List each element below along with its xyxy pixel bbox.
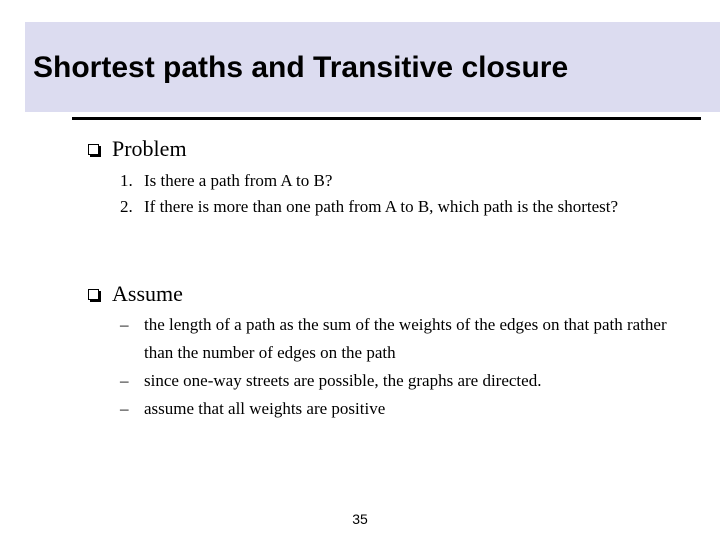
list-text: the length of a path as the sum of the weights of the edges on that path rather than the number of edges on the path: [144, 315, 667, 362]
problem-list: [120, 168, 644, 220]
problem-bullet: [88, 136, 187, 162]
list-number: 1.: [120, 171, 133, 190]
dash-marker: –: [120, 399, 129, 418]
dash-marker: –: [120, 371, 129, 390]
dash-marker: –: [120, 315, 129, 334]
list-text: since one-way streets are possible, the graphs are directed.: [144, 371, 542, 390]
square-bullet-icon: [88, 144, 99, 155]
list-item: [120, 194, 644, 220]
list-item: [120, 168, 644, 194]
page-number: 35: [352, 511, 368, 527]
list-item: [120, 311, 684, 367]
problem-heading: Problem: [112, 136, 187, 161]
list-text: If there is more than one path from A to B, which path is the shortest?: [144, 197, 619, 216]
list-text: Is there a path from A to B?: [144, 171, 333, 190]
square-bullet-icon: [88, 289, 99, 300]
slide-title: Shortest paths and Transitive closure: [33, 51, 569, 84]
title-rule: [72, 117, 701, 120]
list-text: assume that all weights are positive: [144, 399, 386, 418]
list-item: [120, 395, 684, 423]
assume-list: [120, 311, 684, 423]
list-item: [120, 367, 684, 395]
assume-heading: Assume: [112, 281, 183, 306]
assume-bullet: [88, 281, 183, 307]
list-number: 2.: [120, 197, 133, 216]
